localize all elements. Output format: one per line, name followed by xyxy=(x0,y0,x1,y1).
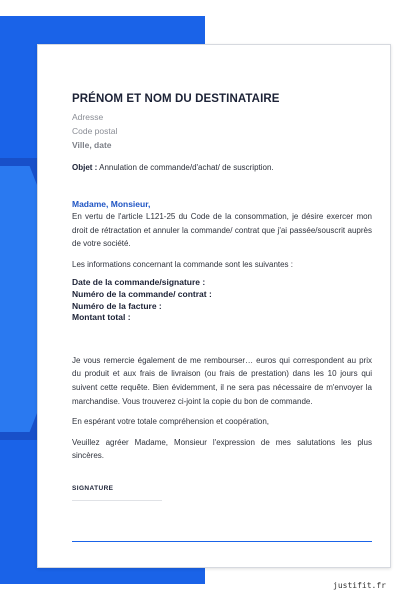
field-total-amount: Montant total : xyxy=(72,312,131,323)
recipient-postal-code: Code postal xyxy=(72,126,118,136)
paragraph-retractation: En vertu de l'article L121-25 du Code de la consommation, je désire exercer mon droit de rétractation et annuler la commande/ contrat que j'ai passée/souscrit auprès de votre société. xyxy=(72,212,372,249)
greeting: Madame, Monsieur, xyxy=(72,199,151,209)
field-order-date: Date de la commande/signature : xyxy=(72,277,206,288)
paragraph-infos-intro: Les informations concernant la commande sont les suivantes : xyxy=(72,259,294,269)
order-info-list xyxy=(72,277,372,323)
signature-line xyxy=(72,500,162,501)
subject-text: Annulation de commande/d'achat/ de suscription. xyxy=(97,163,274,172)
letter-page xyxy=(37,44,391,568)
recipient-address: Adresse xyxy=(72,112,104,122)
decorative-chevron-inner xyxy=(0,166,40,432)
recipient-name: PRÉNOM ET NOM DU DESTINATAIRE xyxy=(72,93,280,105)
subject-label: Objet : xyxy=(72,163,98,172)
subject-line xyxy=(72,162,372,174)
letter-content xyxy=(72,93,372,501)
field-invoice-number: Numéro de la facture : xyxy=(72,300,162,311)
recipient-city-date: Ville, date xyxy=(72,140,112,150)
signature-label: SIGNATURE xyxy=(72,484,114,492)
paragraph-refund: Je vous remercie également de me rembourser… euros qui correspondent au prix du produit et aux frais de livraison (ou frais de prestation) dans les 10 jours qui suivent cette requête. Bien évidemment, il ne sera pas nécessaire de m'envoyer la marchandise. Vous trouverez ci-joint la copie du bon de commande. xyxy=(72,355,372,406)
paragraph-hope: En espérant votre totale compréhension et coopération, xyxy=(72,417,270,427)
bottom-rule xyxy=(72,541,372,542)
watermark: justifit.fr xyxy=(333,581,386,590)
field-order-number: Numéro de la commande/ contrat : xyxy=(72,288,212,299)
paragraph-closing: Veuillez agréer Madame, Monsieur l'expression de mes salutations les plus sincères. xyxy=(72,437,372,461)
